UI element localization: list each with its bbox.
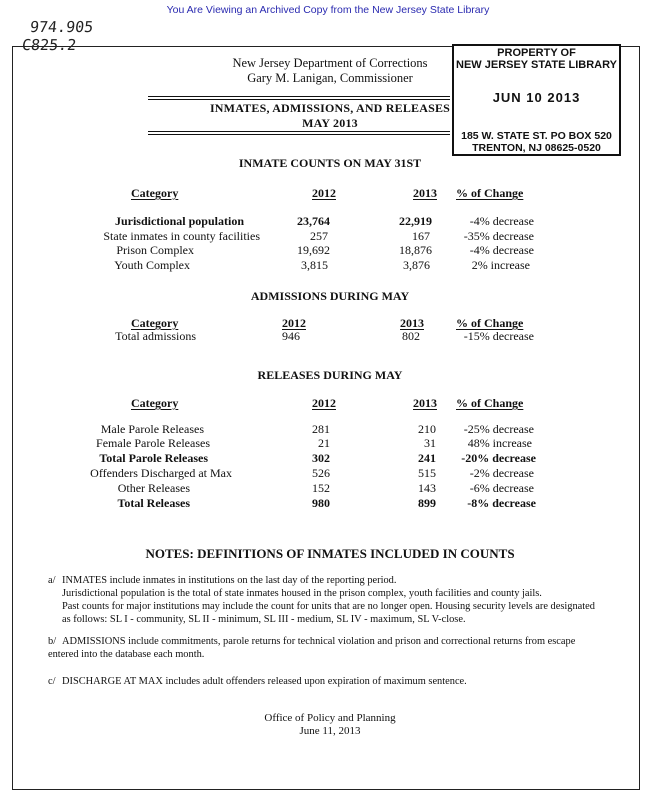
note-a-line: INMATES include inmates in institutions on the last day of the reporting period. (62, 575, 397, 586)
stamp-date: JUN 10 2013 (492, 90, 581, 105)
counts-row-2013: 3,876 (403, 258, 430, 272)
admissions-row-label: Total admissions (115, 329, 196, 343)
releases-row-2013: 899 (418, 496, 436, 510)
footer-office: Office of Policy and Planning (264, 712, 396, 724)
note-b-line: entered into the database each month. (48, 649, 205, 660)
footer-date: June 11, 2013 (299, 725, 361, 737)
archive-banner: You Are Viewing an Archived Copy from the New Jersey State Library (166, 4, 490, 16)
header-rule-top (148, 96, 450, 97)
releases-row-2012: 980 (312, 496, 330, 510)
releases-row-2012: 281 (312, 422, 330, 436)
header-rule-top-2 (148, 99, 450, 100)
admissions-col-change: % of Change (456, 316, 524, 330)
stamp-library-name: NEW JERSEY STATE LIBRARY (456, 59, 617, 71)
stamp-address: 185 W. STATE ST. PO BOX 520 (461, 130, 612, 142)
header-rule-bottom (148, 131, 450, 132)
releases-row-2012: 526 (312, 466, 330, 480)
counts-row-2012: 257 (310, 229, 328, 243)
note-a-marker: a/ (48, 575, 56, 586)
note-b-line: ADMISSIONS include commitments, parole returns for technical violation and prison and correctional returns from escape (62, 636, 576, 647)
report-title: INMATES, ADMISSIONS, AND RELEASES (209, 101, 451, 115)
note-a-line: as follows: SL I - community, SL II - minimum, SL III - medium, SL IV - maximum, SL V-close. (62, 614, 466, 625)
releases-row-change: -25% decrease (463, 422, 534, 436)
counts-row-change: 2% increase (471, 258, 530, 272)
counts-row-change: -4% decrease (469, 243, 534, 257)
counts-col-change: % of Change (456, 186, 524, 200)
note-b-marker: b/ (48, 636, 57, 647)
counts-row-label: Jurisdictional population (114, 214, 244, 228)
stamp-property-of: PROPERTY OF (497, 47, 576, 59)
releases-row-2013: 241 (418, 451, 436, 465)
releases-col-category: Category (131, 396, 179, 410)
note-a-line: Jurisdictional population is the total of state inmates housed in the prison complex, youth facilities and county jails. (62, 588, 542, 599)
releases-row-change: -6% decrease (469, 481, 534, 495)
releases-row-change: -20% decrease (461, 451, 536, 465)
releases-col-2013: 2013 (413, 396, 437, 410)
note-a-line: Past counts for major institutions may include the count for units that are no longer open. Housing security levels are designated (62, 601, 595, 612)
note-c-marker: c/ (48, 676, 56, 687)
releases-row-2013: 143 (418, 481, 436, 495)
department-name: New Jersey Department of Corrections (232, 56, 428, 70)
admissions-row-2013: 802 (402, 329, 420, 343)
releases-row-2013: 515 (418, 466, 436, 480)
counts-row-label: Prison Complex (116, 243, 194, 257)
counts-col-2013: 2013 (413, 186, 437, 200)
notes-heading: NOTES: DEFINITIONS OF INMATES INCLUDED IN COUNTS (145, 546, 515, 561)
releases-row-label: Offenders Discharged at Max (90, 466, 232, 480)
counts-row-change: -35% decrease (463, 229, 534, 243)
counts-row-2013: 22,919 (399, 214, 432, 228)
releases-row-2013: 31 (424, 436, 436, 450)
releases-row-label: Total Releases (117, 496, 190, 510)
releases-row-2012: 302 (312, 451, 330, 465)
report-month: MAY 2013 (302, 116, 358, 130)
counts-row-label: Youth Complex (114, 258, 190, 272)
releases-col-change: % of Change (456, 396, 524, 410)
releases-row-2013: 210 (418, 422, 436, 436)
releases-row-label: Female Parole Releases (96, 436, 210, 450)
admissions-heading: ADMISSIONS DURING MAY (250, 289, 410, 303)
counts-col-2012: 2012 (312, 186, 336, 200)
releases-row-change: -2% decrease (469, 466, 534, 480)
note-c-line: DISCHARGE AT MAX includes adult offenders released upon expiration of maximum sentence. (62, 676, 467, 687)
counts-row-2013: 18,876 (399, 243, 432, 257)
releases-heading: RELEASES DURING MAY (257, 368, 403, 382)
releases-row-label: Other Releases (117, 481, 190, 495)
admissions-row-change: -15% decrease (463, 329, 534, 343)
releases-row-label: Total Parole Releases (99, 451, 208, 465)
header-rule-bottom-2 (148, 134, 450, 135)
releases-row-2012: 21 (318, 436, 330, 450)
admissions-row-2012: 946 (282, 329, 300, 343)
counts-heading: INMATE COUNTS ON MAY 31ST (238, 156, 422, 170)
handwritten-call-number-1: 974.905 (29, 18, 95, 36)
releases-row-2012: 152 (312, 481, 330, 495)
counts-row-2013: 167 (412, 229, 430, 243)
admissions-col-2013: 2013 (400, 316, 424, 330)
admissions-col-category: Category (131, 316, 179, 330)
library-stamp (452, 44, 621, 156)
handwritten-call-number-2: C825.2 (21, 36, 78, 54)
commissioner-name: Gary M. Lanigan, Commissioner (247, 71, 413, 85)
releases-row-label: Male Parole Releases (100, 422, 204, 436)
counts-row-2012: 19,692 (297, 243, 330, 257)
stamp-city: TRENTON, NJ 08625-0520 (472, 142, 601, 154)
releases-row-change: 48% increase (467, 436, 532, 450)
admissions-col-2012: 2012 (282, 316, 306, 330)
counts-row-label: State inmates in county facilities (103, 229, 260, 243)
counts-row-change: -4% decrease (469, 214, 534, 228)
counts-col-category: Category (131, 186, 179, 200)
counts-row-2012: 23,764 (297, 214, 330, 228)
counts-row-2012: 3,815 (301, 258, 328, 272)
releases-row-change: -8% decrease (467, 496, 536, 510)
releases-col-2012: 2012 (312, 396, 336, 410)
